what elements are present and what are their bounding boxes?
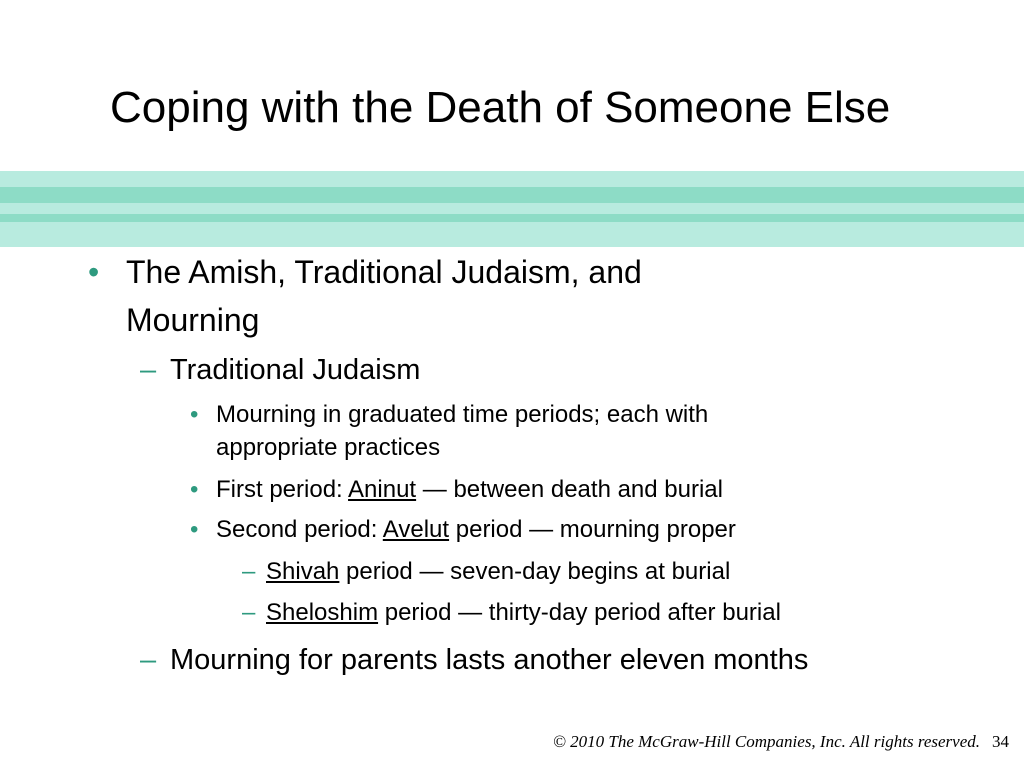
term-avelut: Avelut [382, 516, 450, 543]
sub-bullet-text: Mourning for parents lasts another eleven months [170, 644, 809, 676]
term-aninut: Aninut [348, 476, 417, 503]
list-item [266, 556, 730, 588]
dash-marker: – [140, 644, 157, 676]
list-item-prefix: First period: [216, 476, 349, 503]
copyright-footer: © 2010 The McGraw-Hill Companies, Inc. All rights reserved. [552, 732, 980, 751]
list-item [266, 597, 781, 629]
list-item-suffix: — between death and burial [416, 476, 723, 503]
list-item-suffix: period — thirty-day period after burial [378, 599, 781, 626]
term-sheloshim: Sheloshim [266, 599, 379, 626]
bullet-marker: • [88, 254, 100, 290]
slide-title: Coping with the Death of Someone Else [110, 83, 891, 132]
bullet-marker: • [190, 401, 199, 428]
bullet-text: The Amish, Traditional Judaism, and [126, 254, 642, 290]
dash-marker: – [140, 354, 157, 386]
list-item-suffix: period — seven-day begins at burial [339, 558, 731, 585]
page-number: 34 [992, 732, 1009, 751]
term-shivah: Shivah [266, 558, 340, 585]
list-item-prefix: Second period: [216, 516, 383, 543]
bullet-marker: • [190, 476, 199, 503]
bullet-text: Mourning [126, 302, 260, 338]
list-item-text: appropriate practices [216, 434, 441, 461]
list-item [216, 514, 736, 546]
sub-bullet-text: Traditional Judaism [170, 354, 421, 386]
list-item-text: Mourning in graduated time periods; each with [216, 401, 709, 428]
dash-marker: – [242, 558, 256, 585]
bullet-marker: • [190, 516, 199, 543]
list-item-suffix: period — mourning proper [449, 516, 736, 543]
dash-marker: – [242, 599, 256, 626]
list-item [216, 474, 723, 506]
